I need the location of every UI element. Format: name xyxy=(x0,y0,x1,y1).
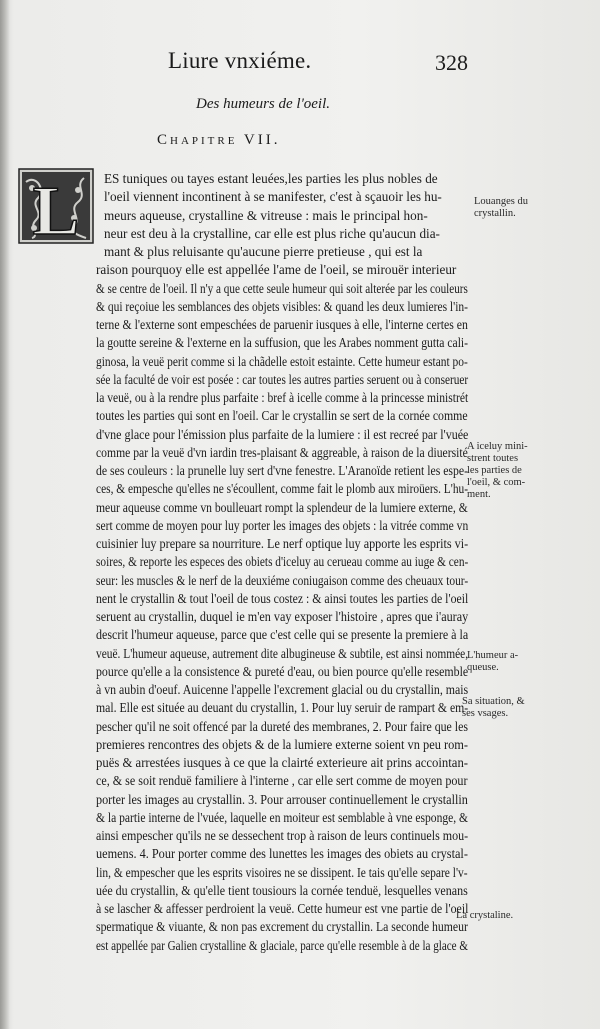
margin-note xyxy=(467,650,518,674)
chapter-title: Chapitre VII. xyxy=(157,132,281,148)
text-line: seruent au crystallin, duquel ie m'en vay exposer l'histoire , apres que i'auray xyxy=(96,609,469,624)
text-line: pource qu'elle a la consistence & pureté d'eau, ou bien pource qu'elle resemble xyxy=(96,663,469,679)
margin-note-line: Louanges du xyxy=(474,196,528,207)
text-line: & qui reçoiue les semblances des objets visibles: & quand les deux lumieres l'in- xyxy=(96,298,469,314)
text-line: descrit l'humeur aqueuse, parce que c'est celle qui se presente la premiere à la xyxy=(96,627,469,643)
text-line: meurs aqueuse, crystalline & vitreuse : mais le principal hon- xyxy=(104,207,428,223)
page-number: 328 xyxy=(435,50,468,75)
text-line: seur: les muscles & le nerf de la deuxiéme coniugaison comme des cheuaux tour- xyxy=(96,572,469,588)
text-line: pescher qu'il ne soit offencé par la dureté des membranes, 2. Pour faire que les xyxy=(96,718,468,734)
text-line: porter les images au crystallin. 3. Pour arrouser continuellement le crystallin xyxy=(96,791,468,807)
margin-note-line: les parties de xyxy=(467,465,522,476)
text-line: & la partie interne de l'vuée, laquelle en moiteur est semblable à vne esponge, & xyxy=(96,809,469,825)
running-head: Liure vnxiéme. xyxy=(168,48,312,73)
text-line: ES tuniques ou tayes estant leuées,les parties les plus nobles de xyxy=(104,171,438,186)
margin-note-line: A iceluy mini- xyxy=(467,441,528,452)
text-line: la veuë, ou à la rendre plus parfaite : bref à icelle comme à la princesse ministrét xyxy=(96,390,469,405)
margin-note-line: ses vsages. xyxy=(462,708,509,719)
text-line: comme par la veuë d'vn iardin tres-plaisant & aggreable, à raison de la diuersité xyxy=(96,444,468,460)
text-line: à vn aubin d'oeuf. Auicenne l'appelle l'excrement glacial ou du crystallin, mais xyxy=(96,682,469,697)
gutter-shadow xyxy=(0,0,10,1029)
margin-note-line: ment. xyxy=(467,489,491,500)
text-line: sée la faculté de voir est posée : car toutes les autres parties seruent ou à conseruer xyxy=(96,371,469,387)
text-line: puës & arrestées iusques à ce que la clairté exterieure ait prins accointan- xyxy=(96,755,469,770)
text-line: meur aqueuse comme vn boulleuart rompt la splendeur de la lumiere externe, & xyxy=(96,499,468,515)
text-line: toutes les parties qui sont en l'oeil. Car le crystallin se sert de la cornée comme xyxy=(96,408,468,424)
text-line: & se centre de l'oeil. Il n'y a que cette seule humeur qui soit alterée par les couleurs xyxy=(96,280,468,296)
text-line: d'vne glace pour l'émission plus parfaite de la lumiere : il est recreé par l'vuée xyxy=(96,426,469,442)
margin-note-line: L'humeur a- xyxy=(467,650,519,661)
text-line: nent le crystallin & tout l'oeil de tous costez : & ainsi toutes les parties de l'oeil xyxy=(96,590,469,606)
margin-note xyxy=(462,696,525,720)
text-line: uée du crystallin, & qu'elle tient tousiours la cornée tenduë, lesquelles venans xyxy=(96,882,468,898)
text-line: spermatique & viuante, & non pas excrement du crystallin. La seconde humeur xyxy=(96,919,468,935)
margin-note-line: La crystaline. xyxy=(456,910,514,921)
text-line: lin, & empescher que les esprits visoires ne se dissipent. Ie tais qu'elle separe l'v- xyxy=(96,864,468,880)
text-line: la goutte sereine & l'externe en la suffusion, que les Arabes nomment gutta cali- xyxy=(96,335,469,351)
text-line: mal. Elle est située au deuant du crystallin, 1. Pour luy seruir de rampart & em- xyxy=(96,700,469,716)
text-line: est appellée par Galien crystalline & glaciale, parce qu'elle resemble à de la glace & xyxy=(96,937,468,953)
text-line: mant & plus reluisante qu'aucune pierre pretieuse , qui est la xyxy=(104,244,423,259)
text-line: ginosa, la veuë perit comme si la chãdelle estoit estainte. Cette humeur estant po- xyxy=(96,353,468,369)
text-line: premieres rencontres des objets & de la lumiere externe soient vn peu rom- xyxy=(96,736,469,752)
text-line: terne & l'externe sont empeschées de paruenir iusques à elle, l'interne certes en xyxy=(96,317,468,332)
text-line: veuë. L'humeur aqueuse, autrement dite albugineuse & subtile, est ainsi nommée, xyxy=(96,645,469,661)
text-line: ainsi empescher qu'ils ne se dessechent trop à raison de leurs continuels mou- xyxy=(96,828,469,843)
text-line: de ses couleurs : la prunelle luy sert d'vne fenestre. L'Aranoïde retient les espe- xyxy=(96,463,469,478)
margin-note xyxy=(474,196,528,220)
text-line: raison pourquoy elle est appellée l'ame de l'oeil, se mirouër interieur xyxy=(96,262,457,278)
text-line: ces, & empesche qu'elles ne s'écoullent, comme fait le plomb aux miroüers. L'hu- xyxy=(96,481,469,497)
text-line: sert comme de moyen pour luy porter les images des objets : la vitrée comme vn xyxy=(96,517,469,533)
margin-note xyxy=(467,441,528,501)
margin-note-line: crystallin. xyxy=(474,208,516,219)
section-title: Des humeurs de l'oeil. xyxy=(196,96,331,112)
text-line: ce, & se soit renduë familiere à l'interne , car elle sert comme de moyen pour xyxy=(96,773,468,789)
drop-cap-letter: L xyxy=(32,173,80,244)
text-line: l'oeil viennent incontinent à se manifester, c'est à sçauoir les hu- xyxy=(104,189,442,205)
text-line: à se lascher & affesser perdroient la veuë. Cette humeur est vne partie de l'oeil xyxy=(96,901,469,916)
text-line: uemens. 4. Pour porter comme des lunettes les images des obiets au crystal- xyxy=(96,846,468,862)
margin-note-line: strent toutes xyxy=(467,453,519,464)
text-line: neur est deu à la crystalline, car elle est plus riche qu'aucun dia- xyxy=(104,225,440,241)
margin-note-line: l'oeil, & com- xyxy=(467,477,526,488)
ornamental-drop-cap-icon xyxy=(18,168,94,244)
margin-note-line: queuse. xyxy=(467,662,499,673)
text-line: soires, & reporte les especes des obiets d'iceluy au cerueau comme au iuge & cen- xyxy=(96,554,469,570)
margin-note xyxy=(456,910,513,922)
margin-note-line: Sa situation, & xyxy=(462,696,525,707)
text-line: cuisinier luy prepare sa nourriture. Le nerf optique luy apporte les esprits vi- xyxy=(96,536,469,551)
